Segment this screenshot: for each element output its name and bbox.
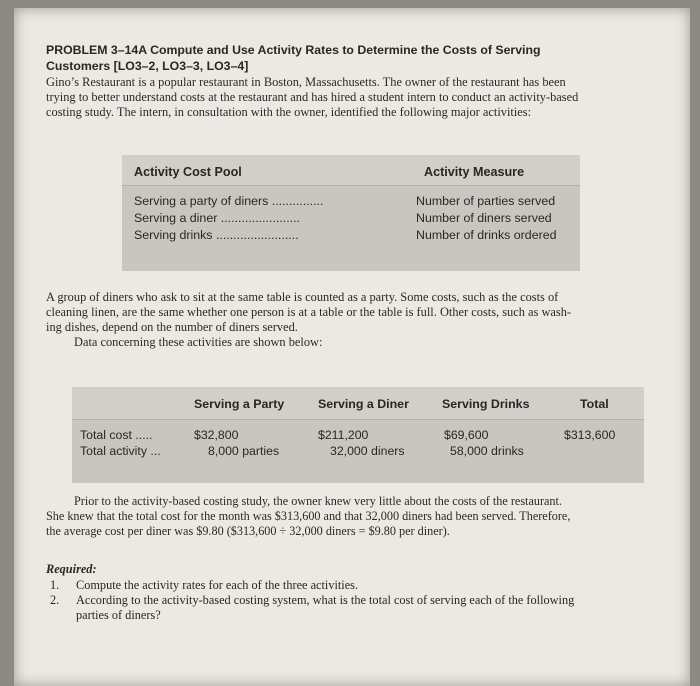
paragraph-line: ing dishes, depend on the number of diners served. <box>46 320 298 334</box>
required-label: Required: <box>46 562 97 576</box>
header-activity-measure: Activity Measure <box>424 165 525 179</box>
activity-serving-diner: 32,000 diners <box>330 444 405 458</box>
activity-measure: Number of parties served <box>416 194 556 208</box>
header-serving-drinks: Serving Drinks <box>442 397 530 411</box>
dot-leader: ........................ <box>215 228 299 242</box>
dot-leader: ..... <box>135 428 153 442</box>
activity-pool-name: Serving a party of diners <box>134 194 269 208</box>
intro-line: Gino’s Restaurant is a popular restaurant in Boston, Massachusetts. The owner of the restaurant has been <box>46 75 566 89</box>
dot-leader: ............... <box>271 194 324 208</box>
paragraph-line: Prior to the activity-based costing study, the owner knew very little about the costs of the restaurant. <box>74 494 562 508</box>
activity-measure: Number of diners served <box>416 211 552 225</box>
row-label-total-activity: Total activity ... <box>80 444 161 458</box>
paragraph-line: A group of diners who ask to sit at the same table is counted as a party. Some costs, such as the costs of <box>46 290 559 304</box>
item-number: 1. <box>50 578 60 592</box>
activity-measure: Number of drinks ordered <box>416 228 557 242</box>
paragraph-line: She knew that the total cost for the month was $313,600 and that 32,000 diners had been served. Therefore, <box>46 509 571 523</box>
header-serving-party: Serving a Party <box>194 397 285 411</box>
paragraph-line: Data concerning these activities are shown below: <box>74 335 323 349</box>
intro-line: costing study. The intern, in consultation with the owner, identified the following major activities: <box>46 105 532 119</box>
activity-pool-name: Serving drinks <box>134 228 213 242</box>
item-text: parties of diners? <box>76 608 161 622</box>
problem-heading-line2: Customers [LO3–2, LO3–3, LO3–4] <box>46 59 249 73</box>
cost-serving-drinks: $69,600 <box>444 428 489 442</box>
textbook-page <box>14 8 690 686</box>
intro-paragraph <box>46 75 578 120</box>
activity-data-table <box>72 387 644 483</box>
header-activity-cost-pool: Activity Cost Pool <box>134 165 242 179</box>
item-number: 2. <box>50 593 60 607</box>
intro-line: trying to better understand costs at the restaurant and has hired a student intern to conduct an activity-based <box>46 90 579 104</box>
table-row <box>134 228 299 242</box>
row-label-total-cost: Total cost ..... <box>80 428 153 442</box>
table-row <box>134 211 300 225</box>
dot-leader: ....................... <box>220 211 300 225</box>
problem-heading-line1: PROBLEM 3–14A Compute and Use Activity Rates to Determine the Costs of Serving <box>46 43 541 57</box>
dot-leader: ... <box>150 444 161 458</box>
prior-study-paragraph <box>46 494 570 539</box>
cost-total: $313,600 <box>564 428 616 442</box>
item-text: According to the activity-based costing system, what is the total cost of serving each of the following <box>76 593 575 607</box>
header-total: Total <box>580 397 609 411</box>
cost-serving-party: $32,800 <box>194 428 239 442</box>
paragraph-line: the average cost per diner was $9.80 ($313,600 ÷ 32,000 diners = $9.80 per diner). <box>46 524 450 538</box>
problem-heading <box>46 42 666 74</box>
activity-pool-name: Serving a diner <box>134 211 218 225</box>
activity-serving-drinks: 58,000 drinks <box>450 444 524 458</box>
table-row <box>134 194 323 208</box>
cost-serving-diner: $211,200 <box>318 428 369 442</box>
activity-serving-party: 8,000 parties <box>208 444 280 458</box>
paragraph-line: cleaning linen, are the same whether one person is at a table or the table is full. Other costs, such as wash- <box>46 305 572 319</box>
header-serving-diner: Serving a Diner <box>318 397 409 411</box>
item-text: Compute the activity rates for each of the three activities. <box>76 578 359 592</box>
group-definition-paragraph <box>46 290 571 350</box>
activity-cost-pool-table <box>122 155 580 271</box>
